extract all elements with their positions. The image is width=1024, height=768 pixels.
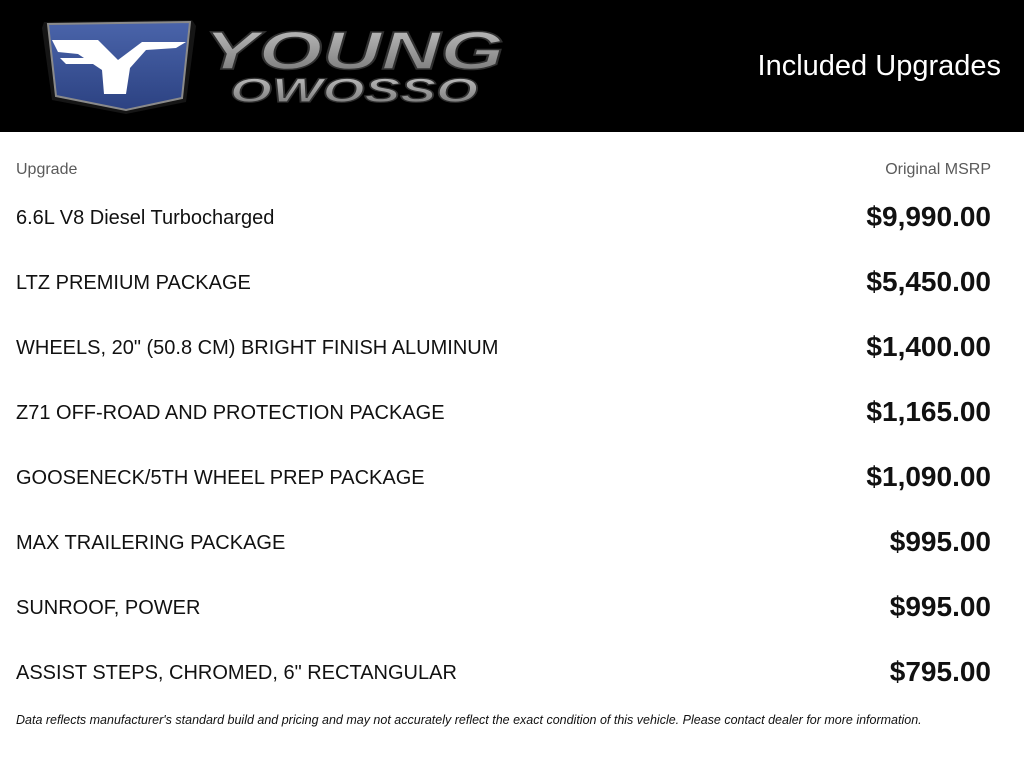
logo-text [204,21,504,110]
upgrade-row [16,445,991,510]
upgrade-price: $9,990.00 [866,201,991,232]
upgrade-name: WHEELS, 20" (50.8 CM) BRIGHT FINISH ALUMINUM [16,337,499,359]
upgrade-row [16,380,991,445]
upgrades-list [16,185,991,705]
upgrade-row [16,250,991,315]
upgrade-row [16,510,991,575]
upgrade-name: LTZ PREMIUM PACKAGE [16,272,251,294]
upgrade-price: $995.00 [889,526,991,557]
upgrade-name: Z71 OFF-ROAD AND PROTECTION PACKAGE [16,402,445,424]
upgrade-price: $1,165.00 [866,396,991,427]
upgrade-row [16,575,991,640]
disclaimer-text: Data reflects manufacturer's standard build and pricing and may not accurately reflect the exact condition of this vehicle. Please contact dealer for more information. [16,713,922,727]
upgrade-row [16,640,991,705]
upgrade-price: $795.00 [889,656,991,687]
upgrade-name: ASSIST STEPS, CHROMED, 6" RECTANGULAR [16,662,457,684]
page-title: Included Upgrades [757,50,1001,82]
upgrade-price: $1,400.00 [866,331,991,362]
upgrade-name: MAX TRAILERING PACKAGE [16,532,286,554]
upgrade-name: GOOSENECK/5TH WHEEL PREP PACKAGE [16,467,425,489]
upgrade-price: $1,090.00 [866,461,991,492]
young-owosso-logo [38,14,518,118]
upgrade-price: $5,450.00 [866,266,991,297]
svg-text:OWOSSO: OWOSSO [230,72,478,110]
upgrade-name: SUNROOF, POWER [16,597,201,619]
upgrade-row [16,185,991,250]
upgrade-column-header: Upgrade [16,161,78,178]
msrp-column-header: Original MSRP [885,161,991,178]
svg-text:YOUNG: YOUNG [204,21,504,81]
upgrade-name: 6.6L V8 Diesel Turbocharged [16,207,275,229]
upgrade-row [16,315,991,380]
shield-icon [42,20,196,114]
header-banner [0,0,1024,132]
upgrade-price: $995.00 [889,591,991,622]
